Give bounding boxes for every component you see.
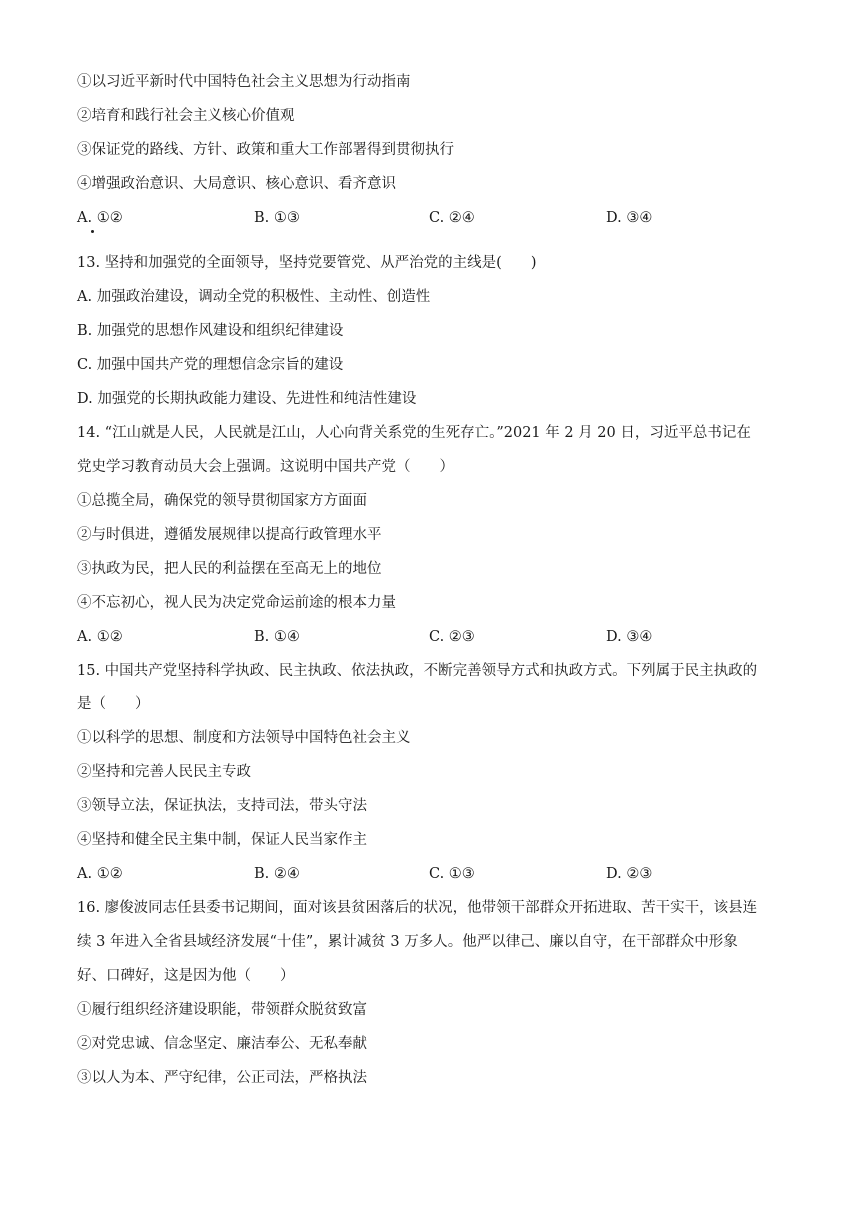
q14-stem-line-1: 14. “江山就是人民，人民就是江山，人心向背关系党的生死存亡。”2021 年 2 月 20 日，习近平总书记在 bbox=[77, 425, 751, 441]
q12-option-d[interactable]: D. ③④ bbox=[606, 210, 653, 226]
q12-options bbox=[77, 208, 797, 228]
q14-option-d[interactable]: D. ③④ bbox=[606, 629, 653, 645]
q13-stem: 13. 坚持和加强党的全面领导，坚持党要管党、从严治党的主线是( ) bbox=[77, 255, 537, 271]
q15-stem-line-2: 是（ ） bbox=[77, 696, 150, 712]
stray-dot-mark bbox=[91, 230, 94, 233]
q14-stem-line-2: 党史学习教育动员大会上强调。这说明中国共产党（ ） bbox=[77, 459, 454, 475]
q12-option-c[interactable]: C. ②④ bbox=[429, 210, 475, 226]
q16-item-1: ①履行组织经济建设职能，带领群众脱贫致富 bbox=[77, 1002, 367, 1018]
q15-item-1: ①以科学的思想、制度和方法领导中国特色社会主义 bbox=[77, 730, 411, 746]
q16-item-3: ③以人为本、严守纪律，公正司法，严格执法 bbox=[77, 1070, 367, 1086]
q14-option-b[interactable]: B. ①④ bbox=[254, 629, 300, 645]
q13-option-c[interactable]: C. 加强中国共产党的理想信念宗旨的建设 bbox=[77, 357, 344, 373]
q16-item-2: ②对党忠诚、信念坚定、廉洁奉公、无私奉献 bbox=[77, 1036, 367, 1052]
q14-item-2: ②与时俱进，遵循发展规律以提高行政管理水平 bbox=[77, 527, 382, 543]
q16-stem-line-2: 续 3 年进入全省县域经济发展“十佳”，累计减贫 3 万多人。他严以律己、廉以自守，在干部群众中形象 bbox=[77, 934, 738, 950]
q15-item-4: ④坚持和健全民主集中制，保证人民当家作主 bbox=[77, 832, 367, 848]
q15-option-c[interactable]: C. ①③ bbox=[429, 866, 475, 882]
q12-option-a[interactable]: A. ①② bbox=[77, 210, 123, 226]
q15-option-b[interactable]: B. ②④ bbox=[254, 866, 300, 882]
q13-option-d[interactable]: D. 加强党的长期执政能力建设、先进性和纯洁性建设 bbox=[77, 391, 417, 407]
q15-stem-line-1: 15. 中国共产党坚持科学执政、民主执政、依法执政，不断完善领导方式和执政方式。下列属于民主执政的 bbox=[77, 663, 758, 679]
q14-options bbox=[77, 627, 797, 647]
q16-stem-line-3: 好、口碑好，这是因为他（ ） bbox=[77, 968, 295, 984]
q12-item-2: ②培育和践行社会主义核心价值观 bbox=[77, 108, 295, 124]
q16-stem-line-1: 16. 廖俊波同志任县委书记期间，面对该县贫困落后的状况，他带领干部群众开拓进取、苦干实干，该县连 bbox=[77, 900, 758, 916]
q12-option-b[interactable]: B. ①③ bbox=[254, 210, 300, 226]
q14-item-4: ④不忘初心，视人民为决定党命运前途的根本力量 bbox=[77, 595, 396, 611]
q14-item-1: ①总揽全局，确保党的领导贯彻国家方方面面 bbox=[77, 493, 367, 509]
q15-option-d[interactable]: D. ②③ bbox=[606, 866, 653, 882]
q12-item-4: ④增强政治意识、大局意识、核心意识、看齐意识 bbox=[77, 176, 396, 192]
q15-option-a[interactable]: A. ①② bbox=[77, 866, 123, 882]
q14-option-a[interactable]: A. ①② bbox=[77, 629, 123, 645]
q12-item-1: ①以习近平新时代中国特色社会主义思想为行动指南 bbox=[77, 74, 411, 90]
q14-option-c[interactable]: C. ②③ bbox=[429, 629, 475, 645]
q15-options bbox=[77, 864, 797, 884]
q12-item-3: ③保证党的路线、方针、政策和重大工作部署得到贯彻执行 bbox=[77, 142, 454, 158]
q15-item-2: ②坚持和完善人民民主专政 bbox=[77, 764, 251, 780]
q14-item-3: ③执政为民，把人民的利益摆在至高无上的地位 bbox=[77, 561, 382, 577]
q13-option-b[interactable]: B. 加强党的思想作风建设和组织纪律建设 bbox=[77, 323, 344, 339]
q13-option-a[interactable]: A. 加强政治建设，调动全党的积极性、主动性、创造性 bbox=[77, 289, 431, 305]
q15-item-3: ③领导立法，保证执法，支持司法，带头守法 bbox=[77, 798, 367, 814]
